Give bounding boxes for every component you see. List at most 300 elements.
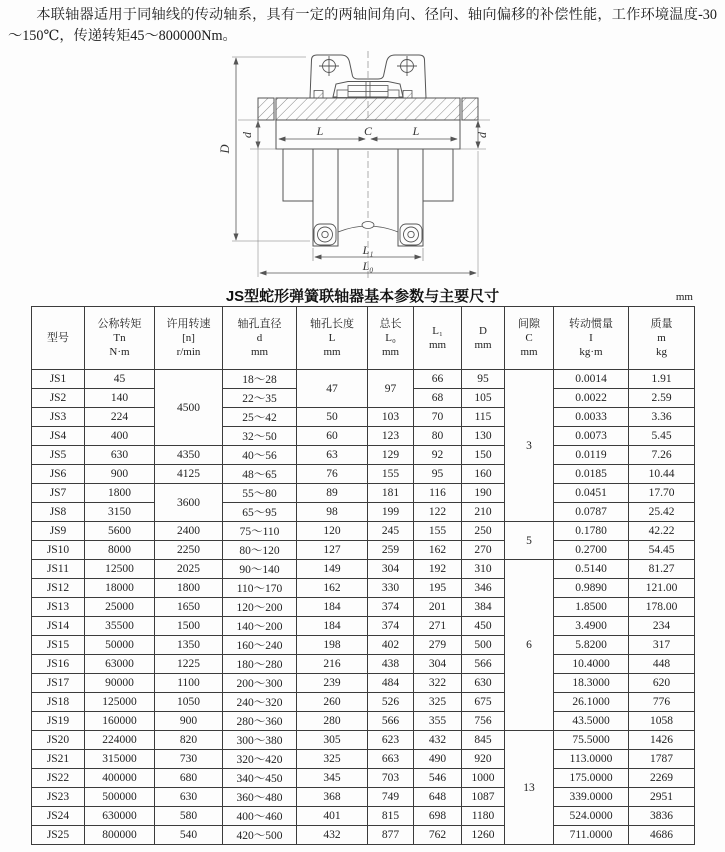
value-cell: 400～460 (223, 807, 297, 826)
value-cell: 181 (368, 484, 414, 503)
value-cell: 280～360 (223, 712, 297, 731)
value-cell: 17.70 (629, 484, 695, 503)
dim-label-d-right: d (474, 132, 489, 138)
value-cell: 26.1000 (554, 693, 629, 712)
table-row (32, 636, 695, 655)
table-row (32, 370, 695, 389)
value-cell: 190 (462, 484, 505, 503)
value-cell: 55～80 (223, 484, 297, 503)
column-header-line: L₁ (432, 325, 443, 337)
value-cell: 123 (368, 427, 414, 446)
value-cell: 4686 (629, 826, 695, 845)
value-cell: 1426 (629, 731, 695, 750)
value-cell: 762 (414, 826, 462, 845)
spec-table (31, 306, 695, 845)
value-cell: 270 (462, 541, 505, 560)
value-cell: 1180 (462, 807, 505, 826)
table-row (32, 788, 695, 807)
value-cell: 5 (505, 522, 554, 560)
value-cell: 0.9890 (554, 579, 629, 598)
value-cell: 2400 (155, 522, 223, 541)
value-cell: 271 (414, 617, 462, 636)
value-cell: 300～380 (223, 731, 297, 750)
value-cell: 130 (462, 427, 505, 446)
cover-step-right (388, 90, 399, 98)
column-header-line: Tn (113, 332, 126, 344)
value-cell: 663 (368, 750, 414, 769)
column-header-line: mm (474, 339, 492, 351)
value-cell: 35500 (85, 617, 155, 636)
value-cell: 3600 (155, 484, 223, 522)
dim-label-L1: L₁ (362, 243, 373, 257)
value-cell: 234 (629, 617, 695, 636)
value-cell: 90～140 (223, 560, 297, 579)
value-cell: 25～42 (223, 408, 297, 427)
value-cell: 374 (368, 617, 414, 636)
value-cell: 305 (297, 731, 368, 750)
value-cell: 160000 (85, 712, 155, 731)
value-cell: 50000 (85, 636, 155, 655)
value-cell: 400 (85, 427, 155, 446)
value-cell: 3.4900 (554, 617, 629, 636)
value-cell: 5.8200 (554, 636, 629, 655)
table-row (32, 598, 695, 617)
value-cell: 800000 (85, 826, 155, 845)
value-cell: 18000 (85, 579, 155, 598)
dim-label-L-right: L (412, 124, 419, 138)
value-cell: 1650 (155, 598, 223, 617)
table-row (32, 541, 695, 560)
value-cell: 89 (297, 484, 368, 503)
model-cell: JS14 (32, 617, 85, 636)
value-cell: 224000 (85, 731, 155, 750)
model-cell: JS17 (32, 674, 85, 693)
table-row (32, 446, 695, 465)
value-cell: 0.2700 (554, 541, 629, 560)
value-cell: 81.27 (629, 560, 695, 579)
center-plug (362, 222, 374, 229)
table-row (32, 617, 695, 636)
value-cell: 18.3000 (554, 674, 629, 693)
value-cell: 438 (368, 655, 414, 674)
value-cell: 210 (462, 503, 505, 522)
value-cell: 401 (297, 807, 368, 826)
model-cell: JS11 (32, 560, 85, 579)
value-cell: 66 (414, 370, 462, 389)
column-header-line: m (657, 332, 666, 344)
value-cell: 524.0000 (554, 807, 629, 826)
value-cell: 566 (462, 655, 505, 674)
value-cell: 756 (462, 712, 505, 731)
model-cell: JS16 (32, 655, 85, 674)
table-unit-label: mm (675, 291, 693, 303)
value-cell: 63000 (85, 655, 155, 674)
value-cell: 4125 (155, 465, 223, 484)
value-cell: 0.0787 (554, 503, 629, 522)
value-cell: 500 (462, 636, 505, 655)
value-cell: 250 (462, 522, 505, 541)
value-cell: 280 (297, 712, 368, 731)
value-cell: 239 (297, 674, 368, 693)
value-cell: 184 (297, 598, 368, 617)
column-header (32, 307, 85, 370)
value-cell: 580 (155, 807, 223, 826)
value-cell: 845 (462, 731, 505, 750)
value-cell: 8000 (85, 541, 155, 560)
value-cell: 346 (462, 579, 505, 598)
value-cell: 5600 (85, 522, 155, 541)
value-cell: 3 (505, 370, 554, 522)
value-cell: 90000 (85, 674, 155, 693)
value-cell: 620 (629, 674, 695, 693)
table-row (32, 712, 695, 731)
value-cell: 630 (85, 446, 155, 465)
value-cell: 355 (414, 712, 462, 731)
bottom-bolt-left (314, 224, 336, 245)
model-cell: JS10 (32, 541, 85, 560)
dim-label-C: C (363, 124, 372, 138)
column-header (85, 307, 155, 370)
table-body (32, 370, 695, 845)
model-cell: JS23 (32, 788, 85, 807)
value-cell: 198 (297, 636, 368, 655)
dim-label-L0: L₀ (362, 259, 373, 273)
model-cell: JS7 (32, 484, 85, 503)
value-cell: 259 (368, 541, 414, 560)
coupling-drawing (198, 49, 528, 282)
hub-right (423, 149, 453, 201)
flange-cap-right (462, 98, 478, 120)
value-cell: 2250 (155, 541, 223, 560)
value-cell: 325 (297, 750, 368, 769)
value-cell: 317 (629, 636, 695, 655)
value-cell: 42.22 (629, 522, 695, 541)
value-cell: 310 (462, 560, 505, 579)
value-cell: 115 (462, 408, 505, 427)
value-cell: 97 (368, 370, 414, 408)
value-cell: 48～65 (223, 465, 297, 484)
value-cell: 730 (155, 750, 223, 769)
value-cell: 450 (462, 617, 505, 636)
model-cell: JS13 (32, 598, 85, 617)
fastener-right (403, 91, 412, 99)
model-cell: JS20 (32, 731, 85, 750)
value-cell: 0.5140 (554, 560, 629, 579)
value-cell: 240～320 (223, 693, 297, 712)
value-cell: 140～200 (223, 617, 297, 636)
value-cell: 43.5000 (554, 712, 629, 731)
column-header-line: 轴孔直径 (237, 318, 282, 330)
model-cell: JS15 (32, 636, 85, 655)
value-cell: 103 (368, 408, 414, 427)
value-cell: 2.59 (629, 389, 695, 408)
column-header-line: mm (381, 346, 400, 358)
value-cell: 304 (368, 560, 414, 579)
column-header (155, 307, 223, 370)
model-cell: JS5 (32, 446, 85, 465)
value-cell: 703 (368, 769, 414, 788)
column-header-line: D (479, 325, 487, 337)
value-cell: 0.0033 (554, 408, 629, 427)
value-cell: 50 (297, 408, 368, 427)
table-row (32, 655, 695, 674)
value-cell: 623 (368, 731, 414, 750)
value-cell: 260 (297, 693, 368, 712)
table-title: JS型蛇形弹簧联轴器基本参数与主要尺寸 (225, 288, 500, 305)
value-cell: 2269 (629, 769, 695, 788)
table-row (32, 807, 695, 826)
value-cell: 540 (155, 826, 223, 845)
value-cell: 322 (414, 674, 462, 693)
value-cell: 160～240 (223, 636, 297, 655)
value-cell: 325 (414, 693, 462, 712)
value-cell: 199 (368, 503, 414, 522)
intro-paragraph: 本联轴器适用于同轴线的传动轴系，具有一定的两轴间角向、径向、轴向偏移的补偿性能，工作环境温度-30～150℃，传递转矩45～800000Nm。 (8, 7, 717, 44)
value-cell: 1058 (629, 712, 695, 731)
hub-left (283, 149, 313, 201)
value-cell: 3.36 (629, 408, 695, 427)
value-cell: 162 (414, 541, 462, 560)
value-cell: 6 (505, 560, 554, 731)
value-cell: 80 (414, 427, 462, 446)
value-cell: 0.0451 (554, 484, 629, 503)
value-cell: 149 (297, 560, 368, 579)
value-cell: 330 (368, 579, 414, 598)
value-cell: 70 (414, 408, 462, 427)
column-header-line: L₀ (385, 332, 396, 344)
value-cell: 10.4000 (554, 655, 629, 674)
value-cell: 776 (629, 693, 695, 712)
value-cell: 315000 (85, 750, 155, 769)
value-cell: 526 (368, 693, 414, 712)
value-cell: 105 (462, 389, 505, 408)
value-cell: 648 (414, 788, 462, 807)
column-header-line: 转动惯量 (569, 318, 613, 330)
value-cell: 10.44 (629, 465, 695, 484)
column-header-line: N·m (109, 346, 130, 358)
value-cell: 0.0185 (554, 465, 629, 484)
value-cell: 129 (368, 446, 414, 465)
column-header-line: kg·m (579, 346, 603, 358)
value-cell: 815 (368, 807, 414, 826)
value-cell: 162 (297, 579, 368, 598)
value-cell: 749 (368, 788, 414, 807)
model-cell: JS9 (32, 522, 85, 541)
column-header-line: 型号 (47, 332, 69, 344)
column-header-line: kg (656, 346, 667, 358)
value-cell: 0.1780 (554, 522, 629, 541)
value-cell: 32～50 (223, 427, 297, 446)
table-header (32, 307, 695, 370)
model-cell: JS2 (32, 389, 85, 408)
column-header (223, 307, 297, 370)
value-cell: 120 (297, 522, 368, 541)
value-cell: 400000 (85, 769, 155, 788)
table-row (32, 769, 695, 788)
value-cell: 60 (297, 427, 368, 446)
value-cell: 320～420 (223, 750, 297, 769)
column-header (554, 307, 629, 370)
model-cell: JS24 (32, 807, 85, 826)
value-cell: 201 (414, 598, 462, 617)
value-cell: 698 (414, 807, 462, 826)
value-cell: 490 (414, 750, 462, 769)
value-cell: 339.0000 (554, 788, 629, 807)
value-cell: 368 (297, 788, 368, 807)
model-cell: JS22 (32, 769, 85, 788)
column-header-line: L (328, 332, 336, 344)
column-header-line: mm (323, 346, 341, 358)
value-cell: 566 (368, 712, 414, 731)
value-cell: 500000 (85, 788, 155, 807)
value-cell: 224 (85, 408, 155, 427)
value-cell: 279 (414, 636, 462, 655)
column-header (462, 307, 505, 370)
value-cell: 150 (462, 446, 505, 465)
value-cell: 1500 (155, 617, 223, 636)
value-cell: 4350 (155, 446, 223, 465)
coupling-diagram (198, 49, 528, 282)
value-cell: 1.8500 (554, 598, 629, 617)
value-cell: 192 (414, 560, 462, 579)
table-row (32, 693, 695, 712)
value-cell: 1787 (629, 750, 695, 769)
value-cell: 711.0000 (554, 826, 629, 845)
value-cell: 420～500 (223, 826, 297, 845)
flange-cap-left (258, 98, 274, 120)
table-row (32, 408, 695, 427)
value-cell: 125000 (85, 693, 155, 712)
column-header (297, 307, 368, 370)
dim-label-L-left: L (316, 124, 323, 138)
value-cell: 184 (297, 617, 368, 636)
value-cell: 402 (368, 636, 414, 655)
model-cell: JS25 (32, 826, 85, 845)
column-header (629, 307, 695, 370)
value-cell: 95 (414, 465, 462, 484)
value-cell: 0.0022 (554, 389, 629, 408)
bottom-bolt-right (400, 224, 422, 245)
column-header-line: 许用转速 (166, 318, 211, 330)
value-cell: 22～35 (223, 389, 297, 408)
value-cell: 40～56 (223, 446, 297, 465)
model-cell: JS18 (32, 693, 85, 712)
table-row (32, 579, 695, 598)
cover-step (348, 86, 388, 92)
table-row (32, 750, 695, 769)
value-cell: 0.0014 (554, 370, 629, 389)
column-header-line: 总长 (379, 318, 402, 330)
value-cell: 120～200 (223, 598, 297, 617)
model-cell: JS12 (32, 579, 85, 598)
value-cell: 384 (462, 598, 505, 617)
value-cell: 1.91 (629, 370, 695, 389)
value-cell: 630 (155, 788, 223, 807)
value-cell: 0.0119 (554, 446, 629, 465)
value-cell: 121.00 (629, 579, 695, 598)
value-cell: 178.00 (629, 598, 695, 617)
value-cell: 5.45 (629, 427, 695, 446)
column-header-line: 轴孔长度 (310, 318, 354, 330)
value-cell: 1260 (462, 826, 505, 845)
model-cell: JS3 (32, 408, 85, 427)
model-cell: JS6 (32, 465, 85, 484)
column-header-line: mm (520, 346, 538, 358)
value-cell: 0.0073 (554, 427, 629, 446)
value-cell: 900 (85, 465, 155, 484)
value-cell: 180～280 (223, 655, 297, 674)
table-row (32, 731, 695, 750)
value-cell: 4500 (155, 370, 223, 446)
value-cell: 175.0000 (554, 769, 629, 788)
dim-label-d-left: d (239, 132, 254, 138)
table-row (32, 826, 695, 845)
value-cell: 140 (85, 389, 155, 408)
column-header (414, 307, 462, 370)
value-cell: 25.42 (629, 503, 695, 522)
value-cell: 65～95 (223, 503, 297, 522)
column-header-line: 公称转矩 (97, 318, 142, 330)
value-cell: 546 (414, 769, 462, 788)
column-header-line: 间隙 (518, 318, 540, 330)
column-header (505, 307, 554, 370)
value-cell: 1000 (462, 769, 505, 788)
table-row (32, 484, 695, 503)
value-cell: 45 (85, 370, 155, 389)
value-cell: 200～300 (223, 674, 297, 693)
value-cell: 155 (414, 522, 462, 541)
dim-label-D: D (217, 144, 232, 154)
value-cell: 160 (462, 465, 505, 484)
table-row (32, 522, 695, 541)
value-cell: 68 (414, 389, 462, 408)
column-header-line: I (589, 332, 593, 344)
value-cell: 127 (297, 541, 368, 560)
value-cell: 1350 (155, 636, 223, 655)
value-cell: 340～450 (223, 769, 297, 788)
value-cell: 12500 (85, 560, 155, 579)
value-cell: 7.26 (629, 446, 695, 465)
value-cell: 1225 (155, 655, 223, 674)
value-cell: 63 (297, 446, 368, 465)
table-row (32, 560, 695, 579)
value-cell: 1800 (85, 484, 155, 503)
value-cell: 448 (629, 655, 695, 674)
value-cell: 155 (368, 465, 414, 484)
value-cell: 900 (155, 712, 223, 731)
value-cell: 95 (462, 370, 505, 389)
value-cell: 432 (297, 826, 368, 845)
header-row (32, 307, 695, 370)
flange-ring (276, 98, 460, 120)
value-cell: 630000 (85, 807, 155, 826)
value-cell: 345 (297, 769, 368, 788)
value-cell: 98 (297, 503, 368, 522)
column-header-line: mm (250, 346, 269, 358)
column-header-line: d (256, 332, 263, 344)
value-cell: 2951 (629, 788, 695, 807)
column-header-line: r/min (176, 346, 201, 358)
value-cell: 92 (414, 446, 462, 465)
model-cell: JS8 (32, 503, 85, 522)
value-cell: 360～480 (223, 788, 297, 807)
column-header-line: [n] (182, 332, 195, 344)
value-cell: 1100 (155, 674, 223, 693)
model-cell: JS21 (32, 750, 85, 769)
value-cell: 680 (155, 769, 223, 788)
value-cell: 110～170 (223, 579, 297, 598)
value-cell: 113.0000 (554, 750, 629, 769)
